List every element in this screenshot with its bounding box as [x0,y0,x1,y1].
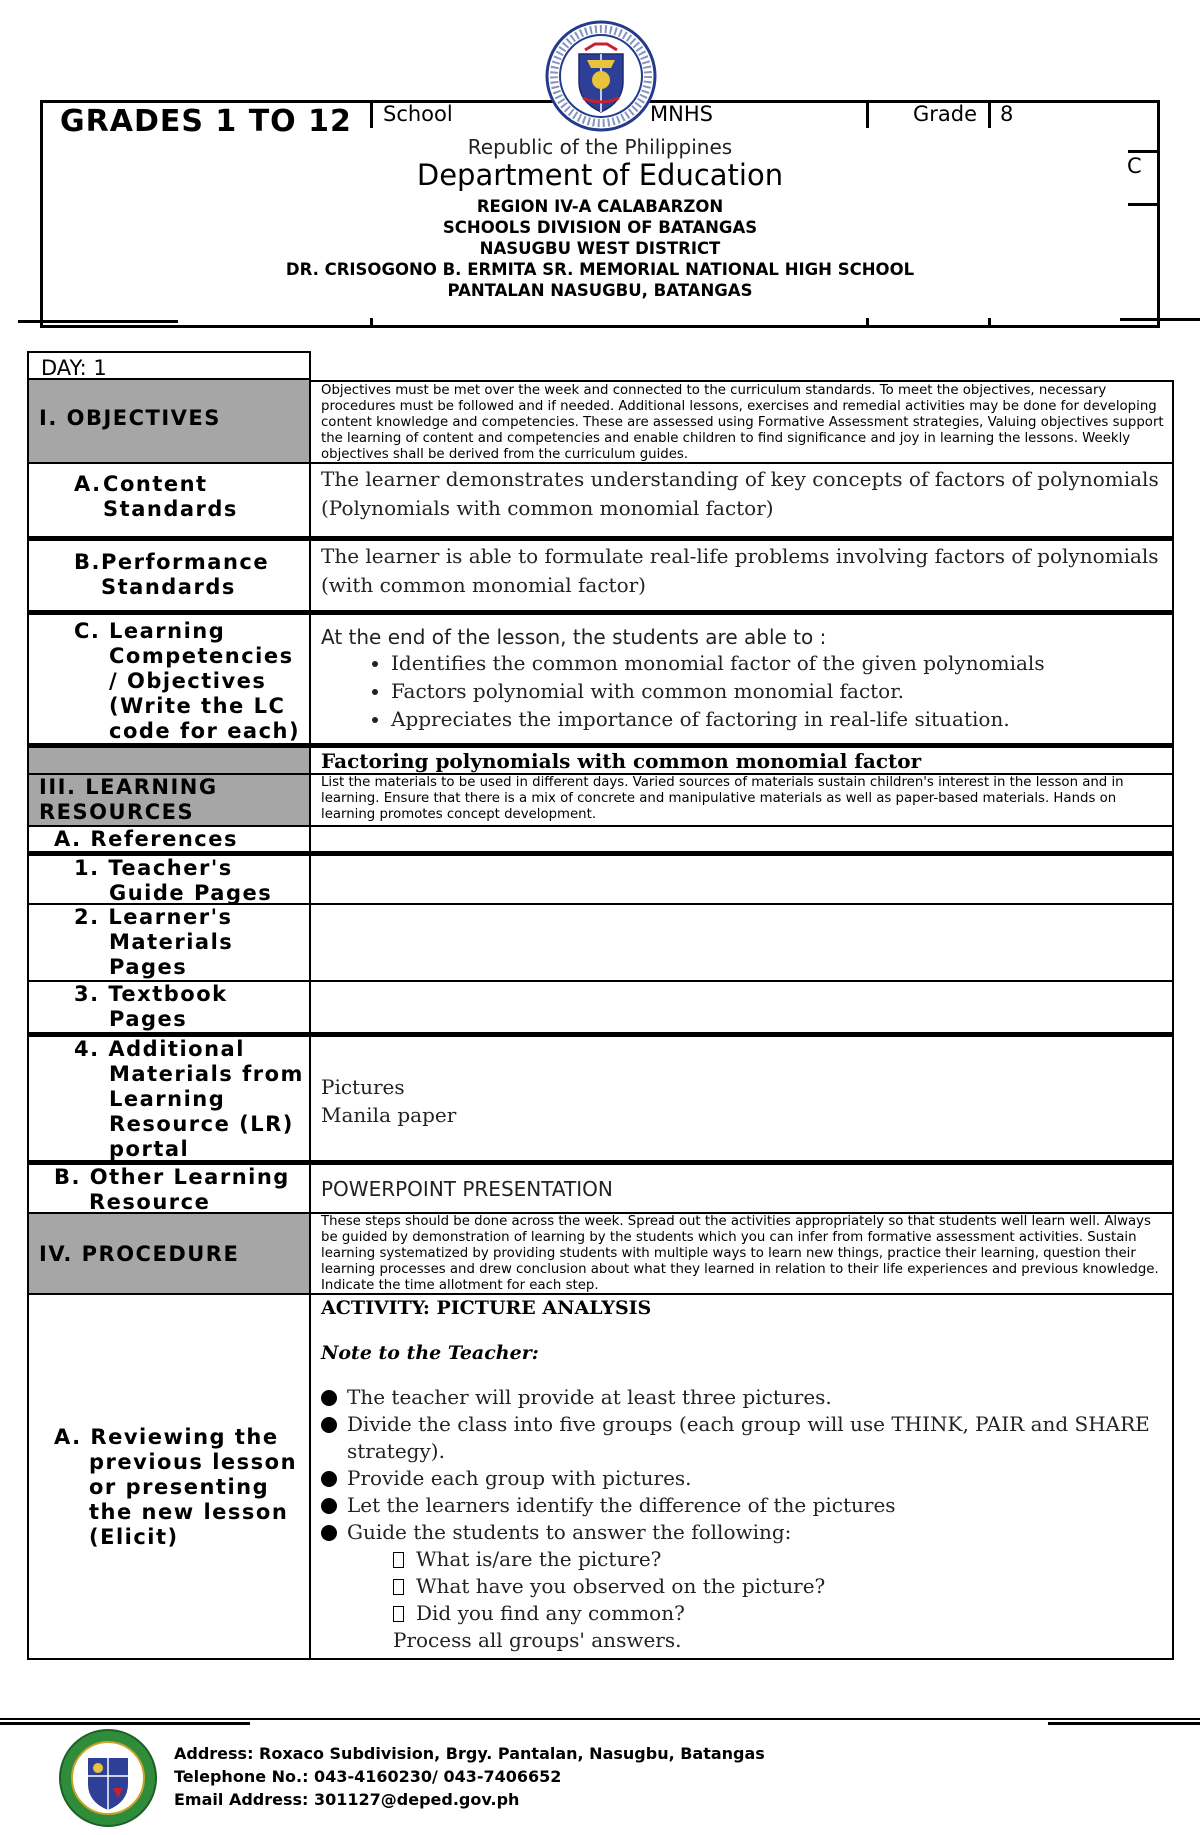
activity-step [321,1519,1164,1546]
school-label: School [383,102,453,126]
material-item: Manila paper [321,1103,457,1127]
performance-standards-text: The learner is able to formulate real-life problems involving factors of polynomials (with common monomial factor) [309,538,1174,612]
bullet-icon [321,1390,337,1406]
step-text: Divide the class into five groups (each group will use THINK, PAIR and SHARE strategy). [347,1412,1150,1463]
references-label: A. References [27,827,311,853]
activity-step [321,1465,1164,1492]
item-letter: A. [74,472,102,496]
activity-step [321,1384,1164,1411]
learning-competencies-cell [309,612,1174,745]
activity-step [321,1492,1164,1519]
question-item [321,1600,1164,1627]
procedure-label: IV. PROCEDURE [27,1214,311,1295]
additional-materials-text: 4. Additional Materials from Learning Resource (LR) portal [74,1037,304,1161]
grade-value: 8 [1000,102,1014,126]
deped-seal-logo [545,20,657,132]
header-divider [866,100,869,128]
header-address-block [0,196,1200,301]
additional-materials-value [309,1034,1174,1162]
resources-label-bind: III. LEARNING RESOURCES [39,775,218,824]
header-line: NASUGBU WEST DISTRICT [479,239,721,258]
question-item [321,1546,1164,1573]
footer-email: Email Address: 301127@deped.gov.ph [174,1790,520,1809]
additional-materials-label [27,1034,311,1162]
item-letter: B. [74,550,101,574]
step-text: Guide the students to answer the following: [347,1520,792,1544]
learning-resources-label [27,775,311,827]
school-seal-logo [58,1728,158,1828]
bullet-icon [321,1525,337,1541]
footer-address: Address: Roxaco Subdivision, Brgy. Pantalan, Nasugbu, Batangas [174,1744,765,1763]
footer-contact [174,1742,765,1811]
step-text: The teacher will provide at least three pictures. [347,1385,832,1409]
header-divider [988,318,991,328]
header-divider [988,100,991,128]
republic-line: Republic of the Philippines [467,135,733,159]
question-text: Did you find any common? [416,1601,685,1625]
textbook-pages-label [27,982,311,1034]
procedure-note: These steps should be done across the week. Spread out the activities appropriately so that students well learn well. Always be guided by demonstration of learning by the students which you can infer from formative assessment activities. Sustain learning systematized by providing students with multiple ways to learn new things, practice their learning, question their learning processes and drew conclusion about what they learned in relation to their life experiences and previous knowledge. Indicate the time allotment for each step. [309,1214,1174,1295]
footer-rule [0,1718,1200,1720]
step-text: Let the learners identify the difference of the pictures [347,1493,896,1517]
references-value [309,827,1174,853]
objectives-label: I. OBJECTIVES [27,380,311,464]
performance-standards-label [27,538,311,612]
content-standards-text: The learner demonstrates understanding of key concepts of factors of polynomials (Polynomials with common monomial factor) [309,464,1174,538]
competency-item: • Appreciates the importance of factoring in real-life situation. [391,705,1164,733]
material-item: Pictures [321,1075,405,1099]
question-item [321,1573,1164,1600]
header-rule [1120,318,1200,321]
competency-item: • Identifies the common monomial factor of the given polynomials [391,649,1164,677]
department-line: Department of Education [416,158,784,192]
bullet-icon [321,1471,337,1487]
activity-step [321,1411,1164,1465]
note-to-teacher: Note to the Teacher: [321,1342,539,1364]
closing-text: Process all groups' answers. [393,1628,682,1652]
header-line: REGION IV-A CALABARZON [476,197,724,216]
other-resource-label [27,1162,311,1214]
question-text: What have you observed on the picture? [416,1574,826,1598]
step-text: Provide each group with pictures. [347,1466,692,1490]
checkbox-icon [393,1552,404,1568]
checkbox-icon [393,1606,404,1622]
grade-label: Grade [913,102,978,126]
footer-rule [0,1722,250,1725]
other-resource-text: B. Other Learning Resource [54,1165,290,1214]
item-letter: C. [74,619,101,643]
competency-intro: At the end of the lesson, the students are able to : [321,625,827,649]
learning-resources-note: List the materials to be used in different days. Varied sources of materials sustain children's interest in the lesson and in learning. Ensure that there is a mix of concrete and manipulative materials as well as paper-based materials. Hands on learning promotes concept development. [309,775,1174,827]
bullet-icon [321,1498,337,1514]
learners-materials-value [309,905,1174,982]
header-divider [370,318,373,328]
learners-materials-text: 2. Learner's Materials Pages [74,905,234,979]
header-divider [370,100,373,128]
teachers-guide-label [27,853,311,905]
header-line: SCHOOLS DIVISION OF BATANGAS [442,218,758,237]
competency-item: • Factors polynomial with common monomial factor. [391,677,1164,705]
other-resource-value: POWERPOINT PRESENTATION [309,1162,1174,1214]
grades-title: GRADES 1 TO 12 [60,104,352,132]
textbook-pages-value [309,982,1174,1034]
teachers-guide-text: 1. Teacher's Guide Pages [74,856,273,905]
content-row-label [27,745,311,775]
item-label: Performance Standards [100,550,270,599]
learners-materials-label [27,905,311,982]
header-line: PANTALAN NASUGBU, BATANGAS [447,281,753,300]
reviewing-lesson-label [27,1295,311,1660]
learning-competencies-label [27,612,311,745]
header-divider [866,318,869,328]
header-line: DR. CRISOGONO B. ERMITA SR. MEMORIAL NATIONAL HIGH SCHOOL [285,260,915,279]
footer-telephone: Telephone No.: 043-4160230/ 043-7406652 [174,1767,562,1786]
item-label: Content Standards [103,472,238,521]
content-topic: Factoring polynomials with common monomial factor [309,745,1174,775]
reviewing-lesson-text: A. Reviewing the previous lesson or presenting the new lesson (Elicit) [54,1425,298,1549]
teachers-guide-value [309,853,1174,905]
day-label: DAY: 1 [27,351,311,380]
checkbox-icon [393,1579,404,1595]
textbook-pages-text: 3. Textbook Pages [74,982,228,1031]
objectives-note: Objectives must be met over the week and connected to the curriculum standards. To meet the objectives, necessary procedures must be followed and if needed. Additional lessons, exercises and remedial activities may be done for developing content knowledge and competencies. These are assessed using Formative Assessment strategies, Valuing objectives support the learning of content and competencies and enable children to find significance and joy in learning the lessons. Weekly objectives shall be derived from the curriculum guides. [309,380,1174,464]
school-value: MNHS [650,102,713,126]
bullet-icon [321,1417,337,1433]
question-text: What is/are the picture? [416,1547,662,1571]
content-standards-label [27,464,311,538]
header-side-letter: C [1127,154,1142,178]
header-rule [18,320,178,323]
item-label: Learning Competencies / Objectives (Write the LC code for each) [109,619,301,743]
resources-label-text [39,775,239,825]
footer-rule [1048,1722,1200,1725]
activity-title: ACTIVITY: PICTURE ANALYSIS [321,1297,652,1319]
activity-cell [309,1295,1174,1660]
